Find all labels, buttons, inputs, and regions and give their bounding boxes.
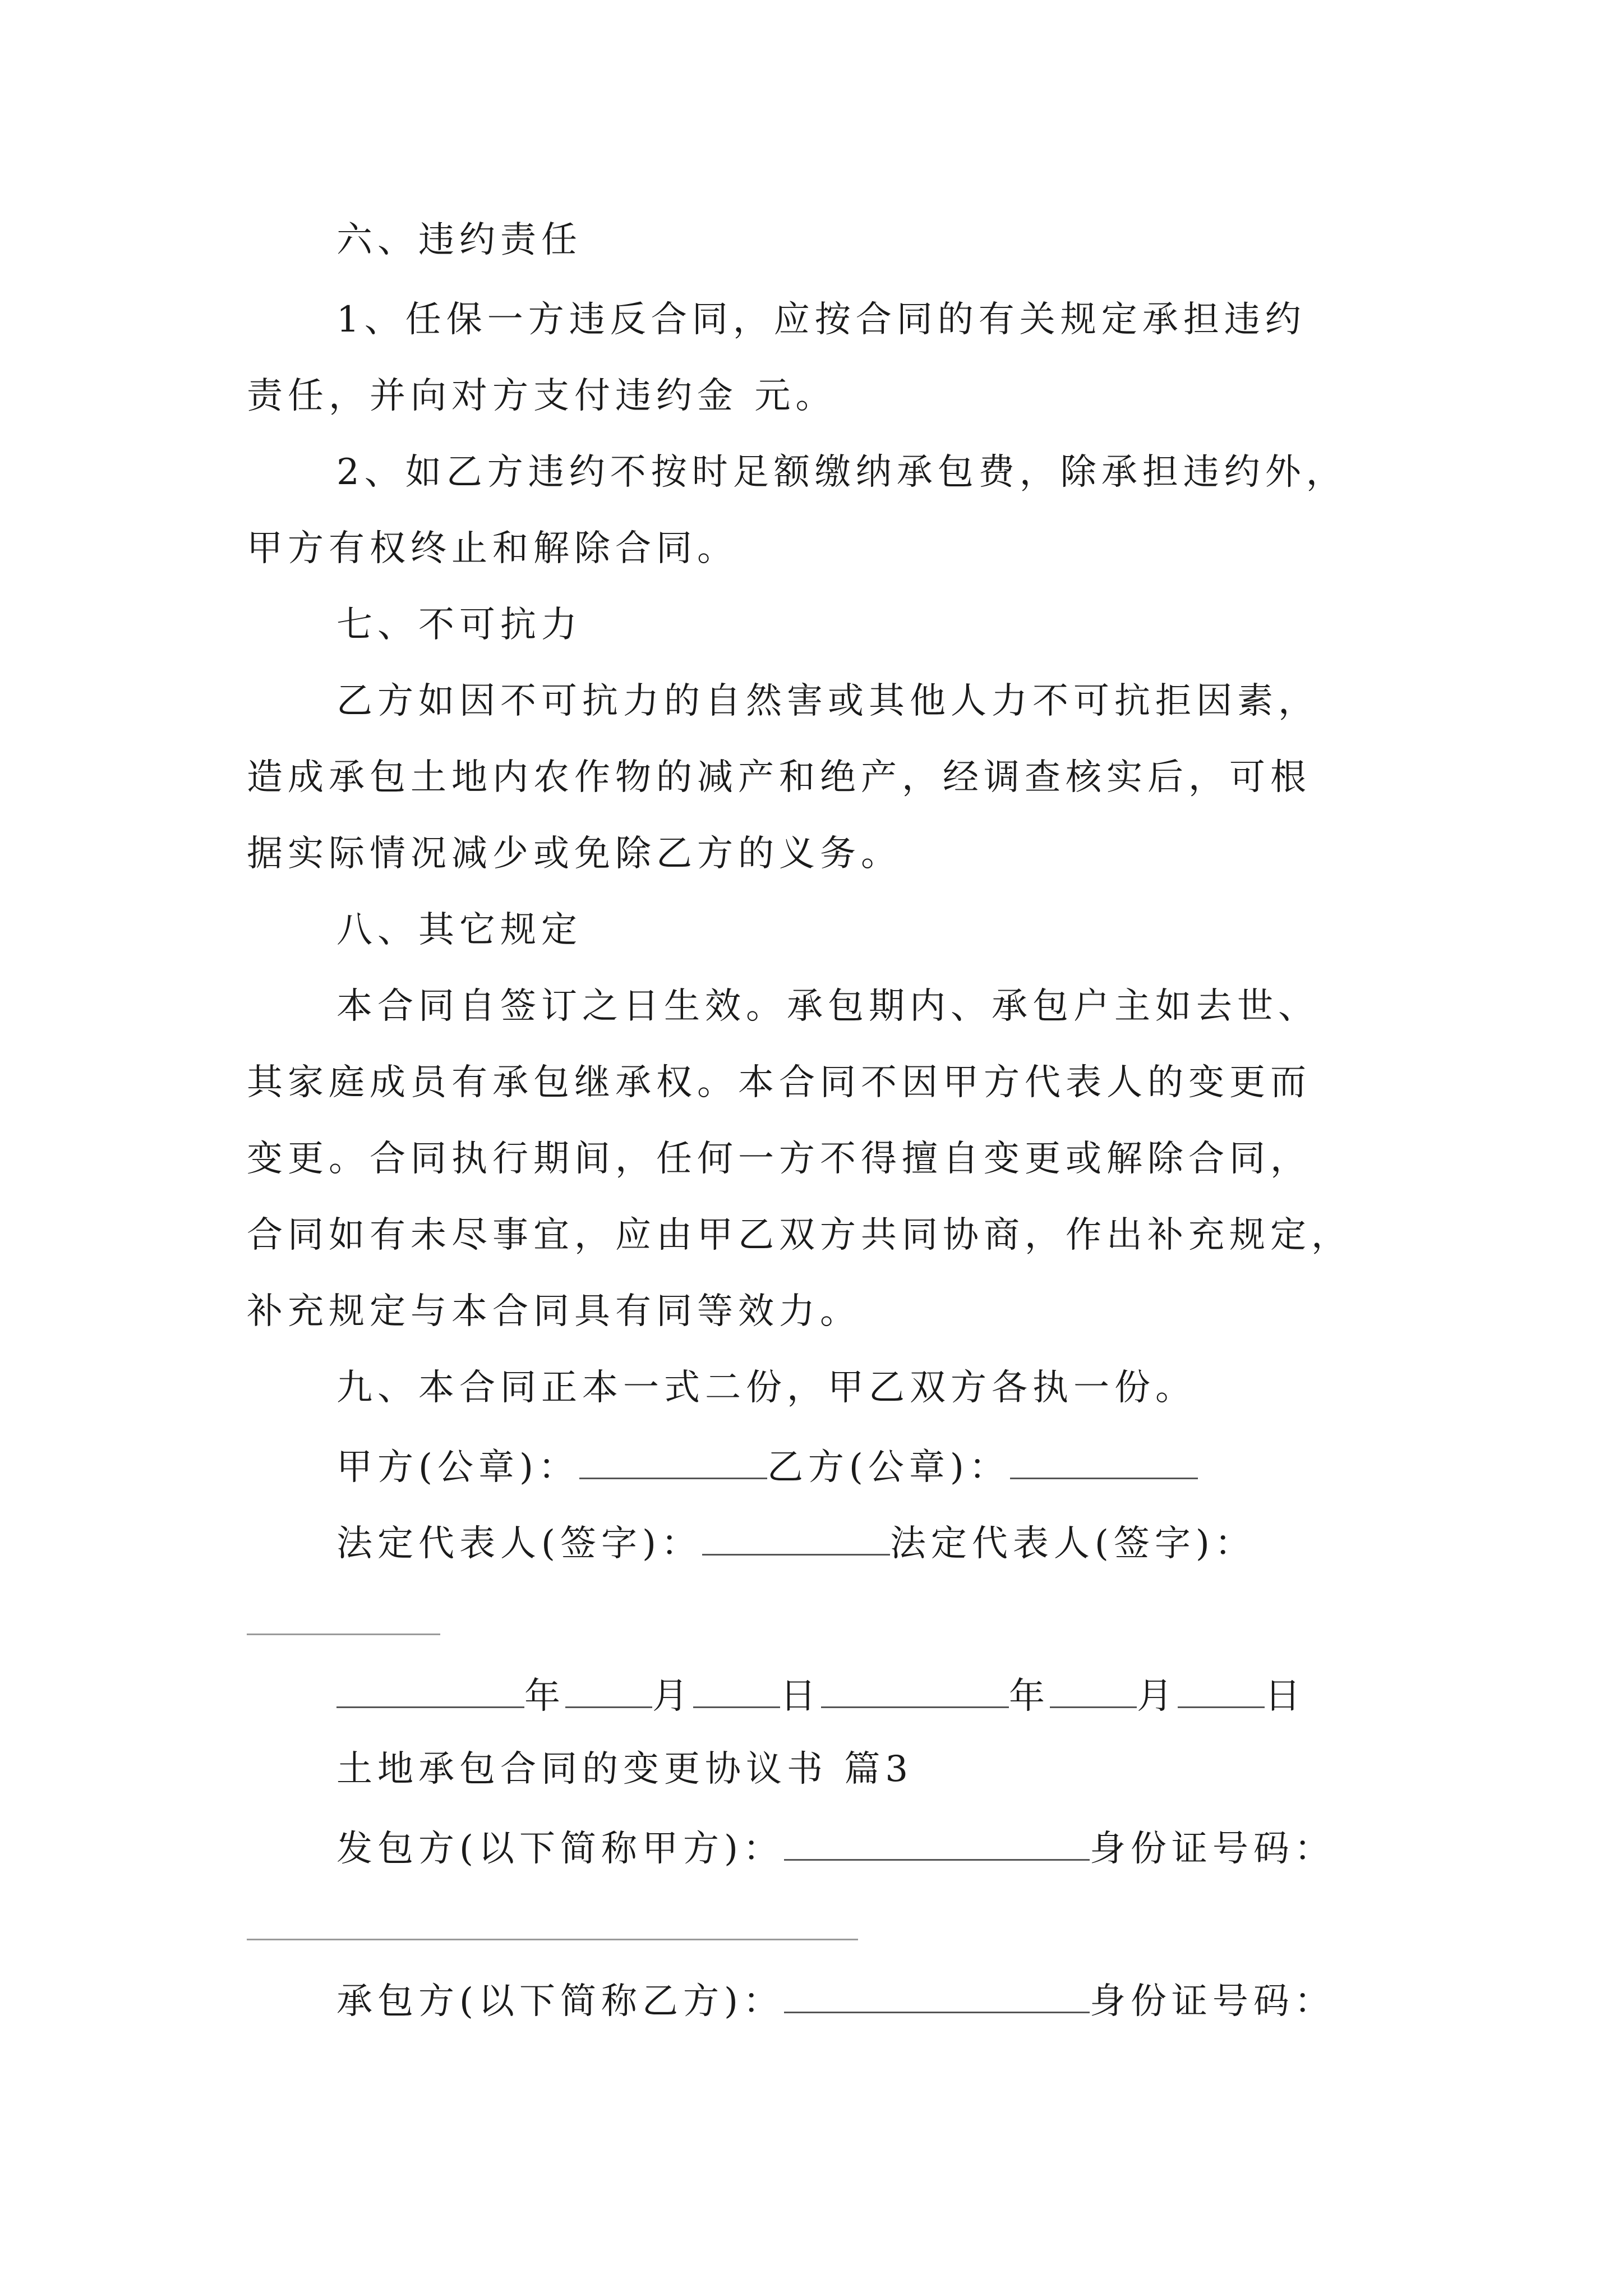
date-a-day-label: 日: [780, 1676, 821, 1717]
force-majeure-line2: 造成承包土地内农作物的减产和绝产，经调查核实后，可根: [247, 757, 1311, 798]
force-majeure-line3: 据实际情况减少或免除乙方的义务。: [247, 833, 902, 875]
contractor-id-label: 身份证号码：: [1089, 1981, 1335, 2022]
legal-rep-b-label: 法定代表人(签字)：: [889, 1523, 1256, 1565]
breach-heading: 六、违约责任: [336, 219, 582, 261]
date-line: [336, 1675, 1306, 1717]
issuer-id-blank[interactable]: [247, 1939, 858, 1940]
issuer-name-blank[interactable]: [784, 1828, 1090, 1861]
force-majeure-line1: 乙方如因不可抗力的自然害或其他人力不可抗拒因素，: [336, 680, 1319, 722]
next-contract-title: 土地承包合同的变更协议书 篇3: [336, 1749, 914, 1790]
seal-line: [336, 1446, 1198, 1488]
date-a-month-blank[interactable]: [565, 1675, 652, 1708]
other-provisions-line4: 合同如有未尽事宜，应由甲乙双方共同协商，作出补充规定，: [247, 1214, 1352, 1256]
issuer-id-label: 身份证号码：: [1089, 1828, 1335, 1870]
legal-rep-line: [336, 1522, 1256, 1565]
date-b-day-blank[interactable]: [1178, 1675, 1265, 1708]
party-a-seal-label: 甲方(公章)：: [336, 1447, 579, 1488]
party-a-seal-blank[interactable]: [579, 1446, 767, 1479]
party-b-seal-blank[interactable]: [1010, 1446, 1198, 1479]
contractor-name-blank[interactable]: [784, 1980, 1090, 2013]
date-b-year-blank[interactable]: [821, 1675, 1009, 1708]
date-b-year-label: 年: [1009, 1676, 1050, 1717]
legal-rep-a-label: 法定代表人(签字)：: [336, 1523, 702, 1565]
date-a-day-blank[interactable]: [693, 1675, 780, 1708]
breach-item1-line2: 责任，并向对方支付违约金 元。: [247, 375, 837, 417]
issuer-line: [336, 1828, 1335, 1870]
date-b-month-label: 月: [1137, 1676, 1178, 1717]
contractor-label: 承包方(以下简称乙方)：: [336, 1981, 784, 2022]
date-a-month-label: 月: [652, 1676, 693, 1717]
party-b-seal-label: 乙方(公章)：: [767, 1447, 1010, 1488]
other-provisions-line1: 本合同自签订之日生效。承包期内、承包户主如去世、: [336, 986, 1319, 1027]
breach-item1-line1: 1、任保一方违反合同，应按合同的有关规定承担违约: [336, 299, 1306, 341]
legal-rep-b-blank[interactable]: [247, 1634, 440, 1635]
date-a-year-label: 年: [524, 1676, 565, 1717]
date-b-day-label: 日: [1265, 1676, 1306, 1717]
issuer-label: 发包方(以下简称甲方)：: [336, 1828, 784, 1870]
copies-clause: 九、本合同正本一式二份，甲乙双方各执一份。: [336, 1367, 1196, 1409]
breach-item2-line2: 甲方有权终止和解除合同。: [247, 528, 738, 569]
other-provisions-heading: 八、其它规定: [336, 909, 582, 951]
legal-rep-a-blank[interactable]: [702, 1522, 890, 1556]
contractor-line: [336, 1980, 1335, 2022]
other-provisions-line5: 补充规定与本合同具有同等效力。: [247, 1291, 861, 1332]
other-provisions-line2: 其家庭成员有承包继承权。本合同不因甲方代表人的变更而: [247, 1062, 1311, 1103]
breach-item2-line1: 2、如乙方违约不按时足额缴纳承包费，除承担违约外，: [336, 452, 1347, 493]
date-b-month-blank[interactable]: [1050, 1675, 1137, 1708]
date-a-year-blank[interactable]: [336, 1675, 524, 1708]
force-majeure-heading: 七、不可抗力: [336, 604, 582, 646]
other-provisions-line3: 变更。合同执行期间，任何一方不得擅自变更或解除合同，: [247, 1138, 1311, 1180]
